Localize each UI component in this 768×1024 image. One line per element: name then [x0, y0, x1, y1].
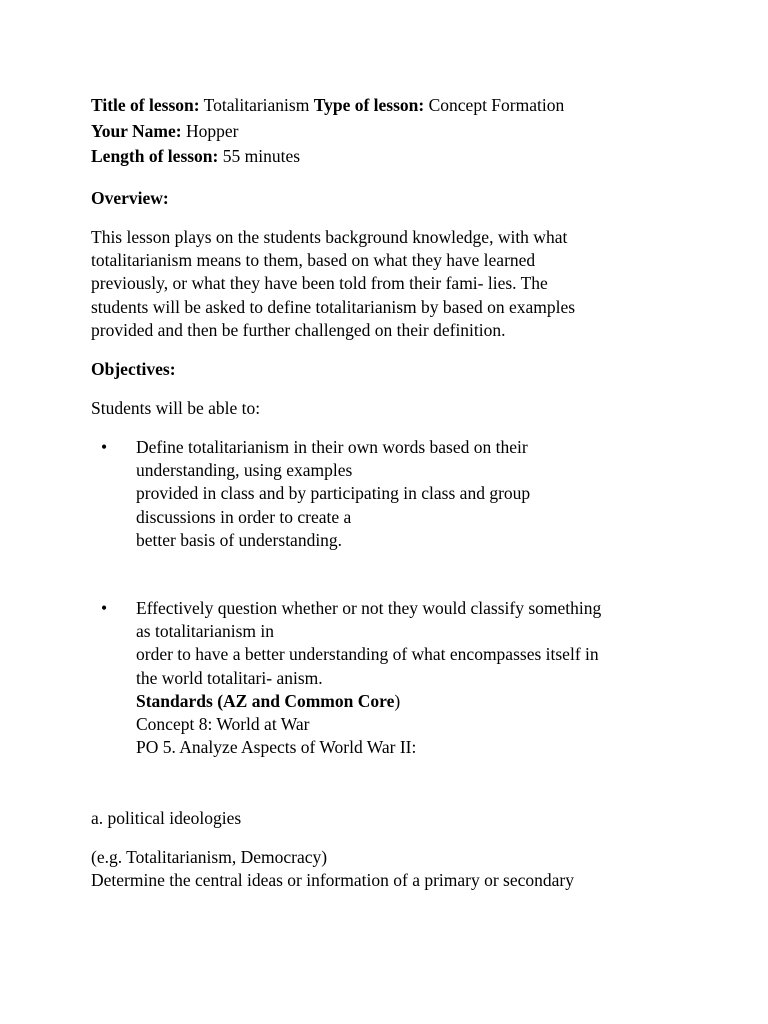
objective-bullet-2	[91, 597, 736, 759]
name-value: Hopper	[185, 121, 239, 141]
title-value: Totalitarianism	[203, 95, 310, 115]
bullet-line: understanding, using examples	[136, 460, 353, 481]
standards-heading: Standards (AZ and Common Core)	[136, 690, 401, 711]
name-line	[91, 120, 238, 143]
type-label: Type of lesson:	[313, 95, 425, 115]
overview-heading: Overview:	[91, 188, 169, 208]
name-label: Your Name:	[91, 121, 182, 141]
overview-line: students will be asked to define totalitarianism by based on examples	[91, 296, 576, 317]
overview-line: previously, or what they have been told from their fami- lies. The	[91, 273, 548, 294]
objectives-intro: Students will be able to:	[91, 398, 261, 418]
bullet-line: as totalitarianism in	[136, 621, 275, 642]
objective-bullet-1	[91, 436, 736, 552]
overview-paragraph	[91, 226, 575, 342]
bullet-line: Effectively question whether or not they would classify something	[136, 598, 602, 618]
bullet-line: provided in class and by participating in class and group	[136, 483, 531, 504]
length-value: 55 minutes	[222, 146, 301, 166]
length-label: Length of lesson:	[91, 146, 219, 166]
title-label: Title of lesson:	[91, 95, 200, 115]
bullet-line: better basis of understanding.	[136, 529, 343, 550]
bullet-line: Define totalitarianism in their own words based on their	[136, 437, 528, 457]
length-line	[91, 145, 300, 168]
bullet-icon: •	[101, 437, 108, 457]
bullet-line: discussions in order to create a	[136, 506, 352, 527]
type-value: Concept Formation	[428, 95, 565, 115]
objectives-heading: Objectives:	[91, 359, 176, 379]
overview-line: totalitarianism means to them, based on what they have learned	[91, 250, 536, 271]
title-line	[91, 94, 564, 117]
standards-po: PO 5. Analyze Aspects of World War II:	[136, 737, 417, 758]
overview-line: provided and then be further challenged on their definition.	[91, 319, 506, 340]
example-line: (e.g. Totalitarianism, Democracy)	[91, 847, 328, 867]
bullet-line: the world totalitari- anism.	[136, 667, 323, 688]
determine-line: Determine the central ideas or information of a primary or secondary	[91, 870, 575, 890]
bullet-line: order to have a better understanding of what encompasses itself in	[136, 644, 599, 665]
item-a: a. political ideologies	[91, 808, 242, 828]
overview-line: This lesson plays on the students background knowledge, with what	[91, 227, 568, 247]
bullet-icon: •	[101, 598, 108, 618]
standards-concept: Concept 8: World at War	[136, 714, 310, 735]
